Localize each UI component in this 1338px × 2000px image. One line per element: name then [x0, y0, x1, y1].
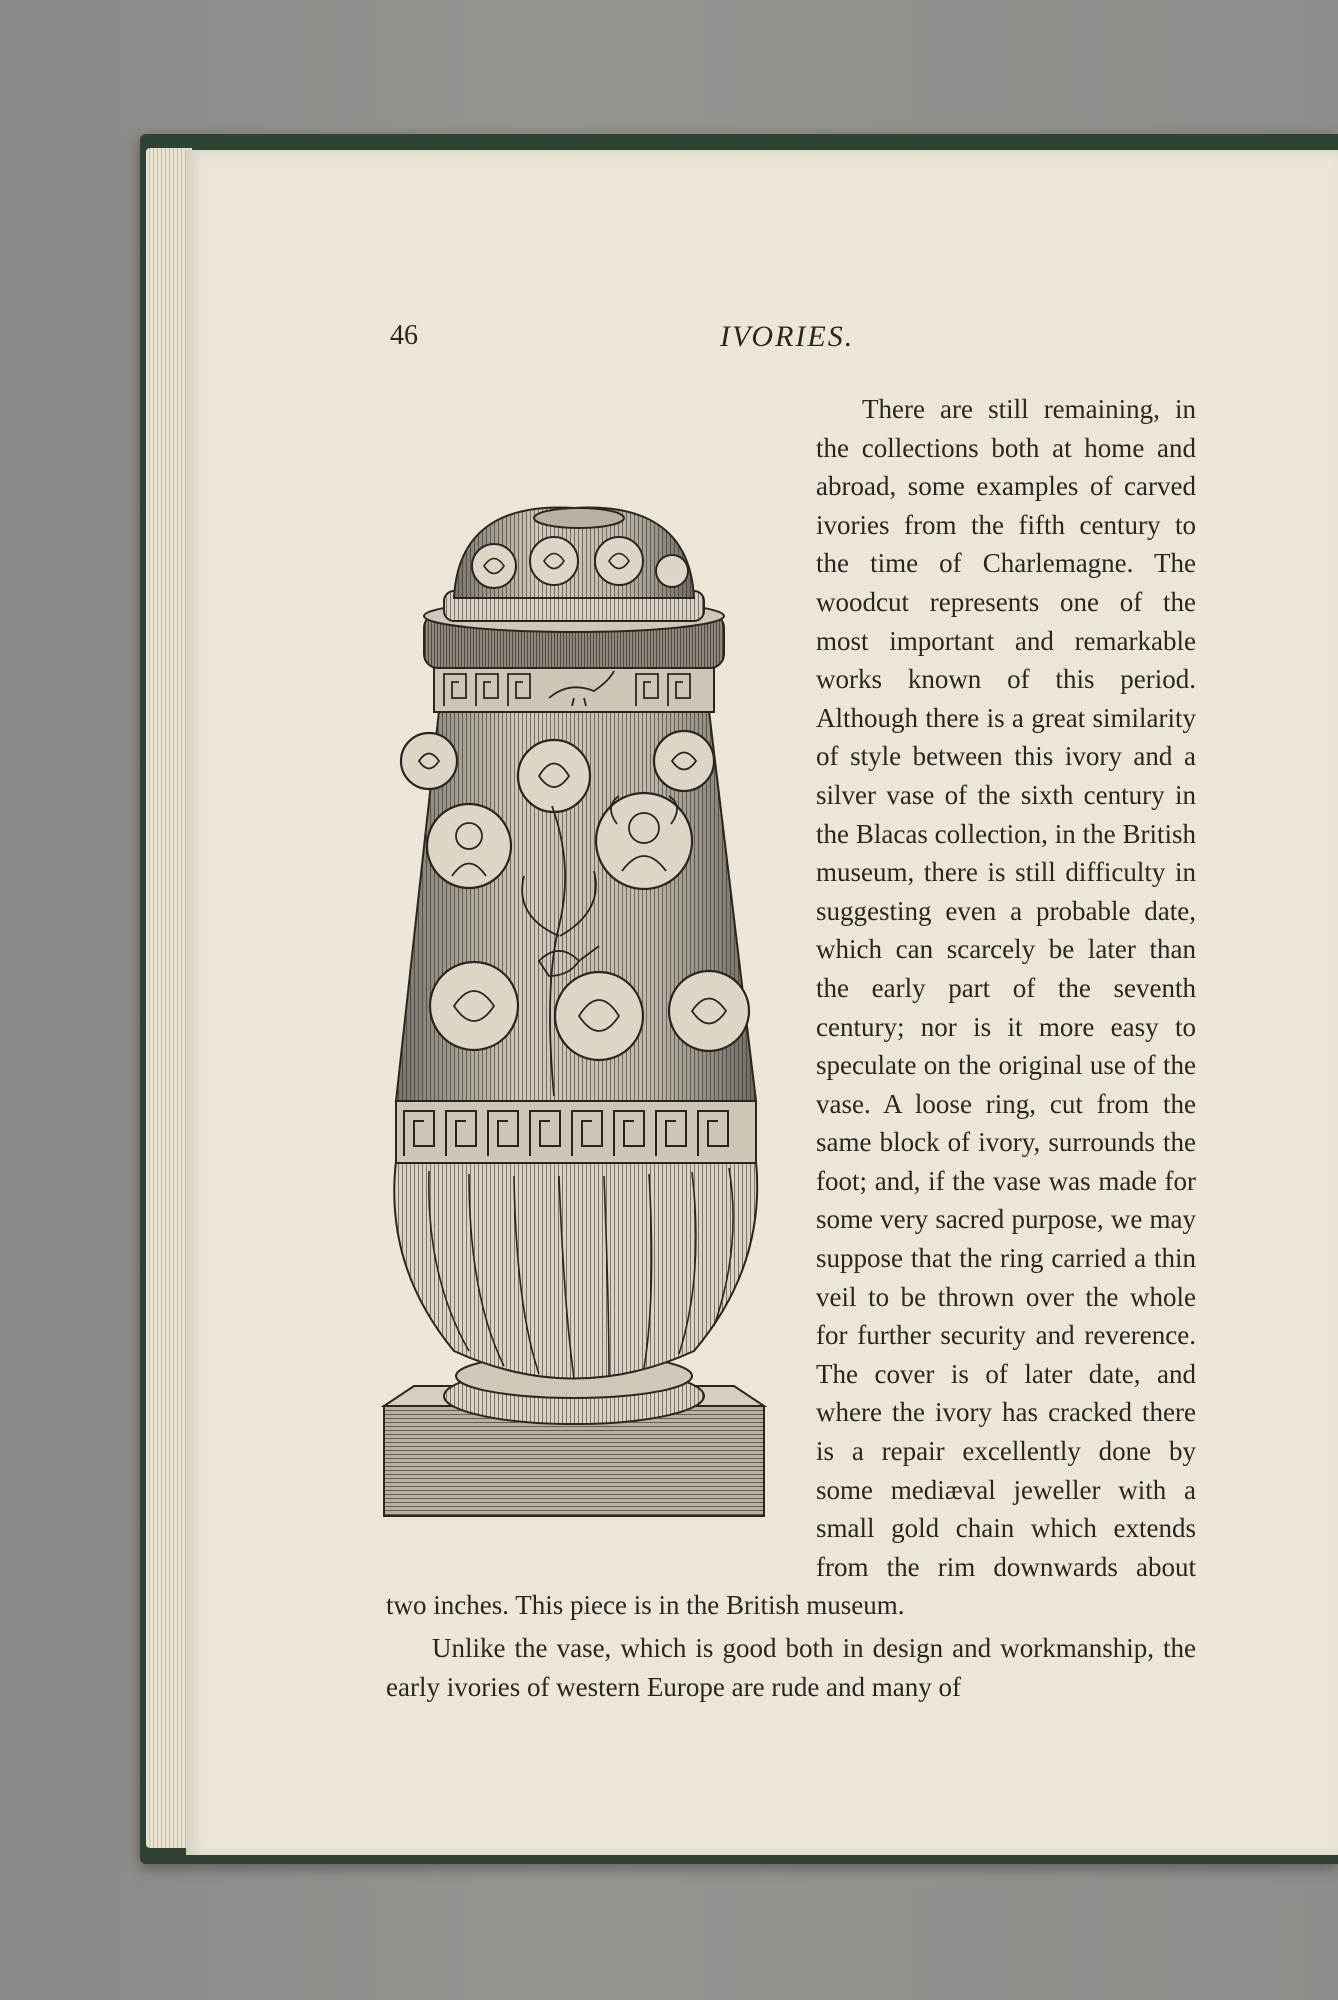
text-block	[386, 390, 1196, 1706]
page-number: 46	[390, 320, 418, 351]
page-header	[0, 320, 1338, 360]
vase-woodcut-illustration	[374, 506, 774, 1561]
body-paragraph-2: Unlike the vase, which is good both in design and workmanship, the early ivories of western Europe are rude and many of	[386, 1633, 1196, 1702]
body-paragraph-1: There are still remaining, in the collections both at home and abroad, some examples of carved ivories from the fifth century to the time of Charlemagne. The woodcut represents one of the most important and remarkable works known of this period. Although there is a great similarity of style between this ivory and a silver vase of the sixth century in the Blacas collection, in the British museum, there is still difficulty in suggesting even a probable date, which can scarcely be later than the early part of the seventh century; nor is it more easy to speculate on the original use of the vase. A loose ring, cut from the same block of ivory, surrounds the foot; and, if the vase was made for some very sacred purpose, we may suppose that the ring carried a thin veil to be thrown over the whole for further security and reverence. The cover is of later date, and where the ivory has cracked there is a repair excellently done by some mediæval jeweller with a small gold chain which extends from the rim downwards about two inches. This piece is in the British museum.	[386, 394, 1196, 1621]
running-title: IVORIES.	[720, 320, 855, 353]
